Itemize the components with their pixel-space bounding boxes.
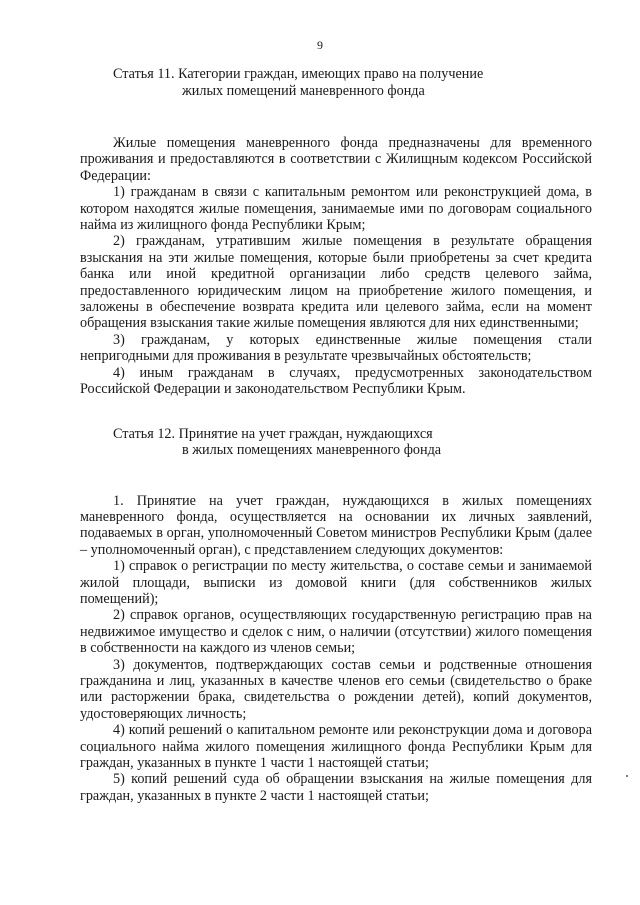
article-12-title-line-2: в жилых помещениях маневренного фонда [182,442,442,458]
article-12-item-3: 3) документов, подтверждающих состав семьи и родственные отношения гражданина и лиц, указанных в качестве членов его семьи (свидетельство о браке или расторжении брака, свидетельства о рождении детей), копий документов, удостоверяющих личность; [80,656,592,722]
article-12-heading [80,426,592,459]
article-12-paragraph-1: 1. Принятие на учет граждан, нуждающихся в жилых помещениях маневренного фонда, осуществляется на основании их личных заявлений, подаваемых в орган, уполномоченный Советом министров Республики Крым (далее – уполномоченный орган), с представлением следующих документов: [80,492,592,558]
article-11-item-3: 3) гражданам, у которых единственные жилые помещения стали непригодными для проживания в результате чрезвычайных обстоятельств; [80,331,592,365]
article-12-item-2: 2) справок органов, осуществляющих государственную регистрацию прав на недвижимое имущество и сделок с ним, о наличии (отсутствии) жилого помещения в собственности на каждого из членов семьи; [80,607,592,657]
article-11-paragraph: Жилые помещения маневренного фонда предназначены для временного проживания и предоставляются в соответствии с Жилищным кодексом Российской Федерации: [80,135,592,184]
article-11-heading [80,66,592,99]
article-11-title-line-1: Статья 11. Категории граждан, имеющих право на получение [113,66,484,82]
document-body [80,66,592,804]
scan-speck [626,775,628,777]
article-12-title-line-1: Статья 12. Принятие на учет граждан, нуждающихся [113,425,433,442]
article-11-item-1: 1) гражданам в связи с капитальным ремонтом или реконструкцией дома, в котором находятся жилые помещения, занимаемые ими по договорам социального найма из жилищного фонда Республики Крым; [80,184,592,234]
article-11-title-line-2: жилых помещений маневренного фонда [182,82,425,99]
article-12-item-1: 1) справок о регистрации по месту жительства, о составе семьи и занимаемой жилой площади, выписки из домовой книги (для собственников жилых помещений); [80,558,592,607]
article-12-item-5: 5) копий решений суда об обращении взыскания на жилые помещения для граждан, указанных в пункте 2 части 1 настоящей статьи; [80,771,592,804]
article-11-item-2: 2) гражданам, утратившим жилые помещения в результате обращения взыскания на эти жилые помещения, которые были приобретены за счет кредита банка или иной кредитной организации либо средств целевого займа, предоставленного юридическим лицом на приобретение жилого помещения, и заложены в обеспечение возврата кредита или целевого займа, если на момент обращения взыскания такие жилые помещения являются для них единственными; [80,233,592,332]
article-11-item-4: 4) иным гражданам в случаях, предусмотренных законодательством Российской Федерации и законодательством Республики Крым. [80,364,592,398]
article-12-item-4: 4) копий решений о капитальном ремонте или реконструкции дома и договора социального найма жилого помещения жилищного фонда Республики Крым для граждан, указанных в пункте 1 части 1 настоящей статьи; [80,722,592,771]
page-number: 9 [317,38,323,52]
